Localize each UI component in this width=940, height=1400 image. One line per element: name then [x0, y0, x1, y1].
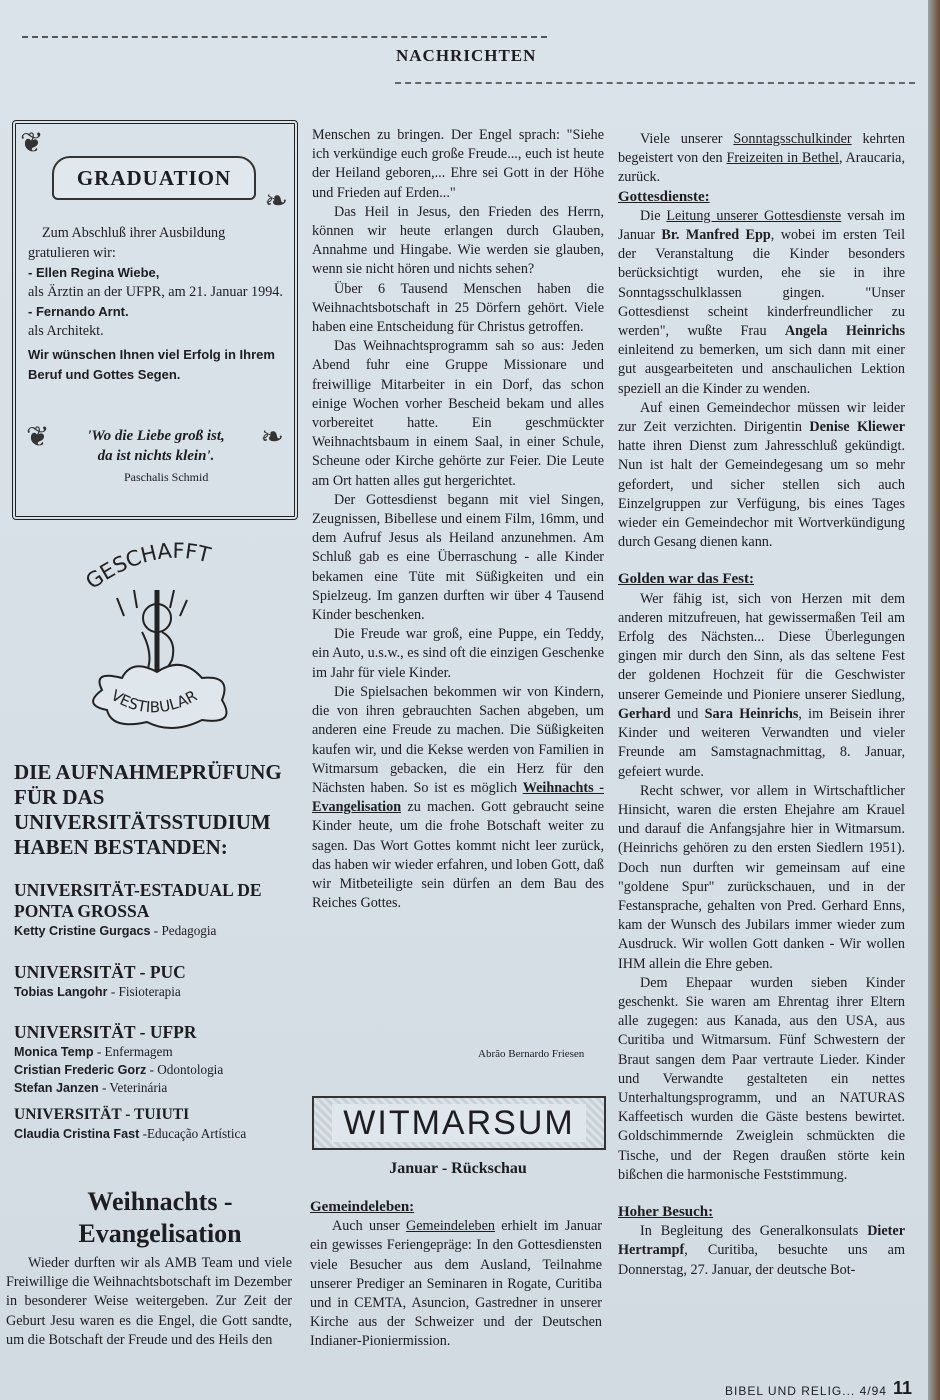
- graduation-quote: [56, 426, 256, 466]
- university-name: UNIVERSITÄT - PUC: [14, 962, 186, 982]
- student-field: - Pedagogia: [150, 923, 217, 938]
- student-field: - Fisioterapia: [107, 984, 181, 999]
- svg-text:GESCHAFFT: [81, 540, 213, 594]
- student-name: Claudia Cristina Fast: [14, 1127, 140, 1141]
- student-entry: [14, 1043, 304, 1061]
- paragraph: [310, 1217, 602, 1351]
- text-span: versah im Januar: [618, 207, 905, 244]
- text-span: , Curitiba, besuchte uns am Donnerstag, 27. Januar, der deutsche Bot-: [618, 1242, 905, 1278]
- university-block: [14, 1104, 304, 1143]
- university-name: UNIVERSITÄT - TUIUTI: [14, 1106, 190, 1123]
- graduation-text: [28, 224, 286, 384]
- university-block: [14, 962, 304, 1001]
- paragraph: [618, 207, 905, 399]
- text-span: erhielt im Januar ein gewisses Feriengepräge: In den Gottesdiensten viele Besucher aus dem Ausland, Teilnahme unserer Prediger an Seminaren in Rogate, Curitiba und in CEMTA, Asuncion, Gastredner in unserer Kirche aus der Schweizer und der Deutschen Indianer-Pioniermission.: [310, 1218, 602, 1350]
- article-signature: Abrão Bernardo Friesen: [478, 1048, 585, 1060]
- page-number: 11: [893, 1378, 913, 1398]
- person-name: Gerhard: [618, 705, 671, 722]
- paragraph: Die Freude war groß, eine Puppe, ein Teddy, ein Auto, u.s.w., es sind oft die einzigen Geschenke im Jahr für viele Kinder.: [312, 626, 604, 681]
- page-edge: [928, 0, 940, 1400]
- student-entry: [14, 1061, 304, 1079]
- text-span: , Araucaria, zurück.: [618, 150, 906, 186]
- paragraph: Recht schwer, vor allem in Wirtschaftlicher Hinsicht, waren die ersten Ehejahre am Krauel und darauf die Anfangsjahre hier in Witmarsum. (Heinrichs gehören zu den ersten Siedlern 1951). Doch nun durften wir gemeinsam auf eine "goldene Spur" zurückschauen, und in der Festansprache, gehalten von Pred. Gerhard Enns, kam der Wunsch des Jubilars immer wieder zum Ausdruck. Wir wollen Gott danken - Wir wollen IHM allein die Ehre geben.: [618, 782, 905, 972]
- person-name: Sara Heinrichs: [704, 705, 799, 722]
- student-name: Stefan Janzen: [14, 1081, 99, 1095]
- paragraph: [618, 590, 905, 782]
- person-name: Br. Manfred Epp: [661, 227, 771, 244]
- text-span: , im Beisein ihrer Kinder und weiteren Verwandten und vieler Freunde am Samstagnachmittag, 8. Januar, gefeiert wurde.: [618, 705, 905, 780]
- section-heading: Golden war das Fest:: [618, 571, 754, 588]
- paragraph: [618, 1222, 905, 1280]
- paragraph: Menschen zu bringen. Der Engel sprach: "Siehe ich verkündige euch große Freude..., euch ist heute der Heiland geboren,... Ehre sei Gott in der Höhe und Frieden auf Erden...": [312, 127, 604, 201]
- title-line: Weihnachts -: [87, 1187, 233, 1216]
- student-entry: [14, 922, 304, 940]
- text-span: kehrten begeistert von den: [618, 131, 906, 167]
- university-name: UNIVERSITÄT - UFPR: [14, 1022, 197, 1042]
- graduate-detail: als Ärztin an der UFPR, am 21. Januar 1994.: [28, 283, 283, 300]
- paragraph: Über 6 Tausend Menschen haben die Weihnachtsbotschaft in 25 Dörfern gehört. Viele haben eine Entscheidung für Christus getroffen.: [312, 280, 604, 336]
- climber-drawing-icon: [62, 540, 312, 740]
- student-name: Monica Temp: [14, 1045, 94, 1059]
- student-field: - Odontologia: [146, 1062, 224, 1077]
- graduate-name: - Ellen Regina Wiebe,: [28, 265, 160, 280]
- student-entry: [14, 983, 304, 1001]
- text-span: , wobei im ersten Teil der Veranstaltung die Kinder besonders berücksichtigt wurden, ehe sie in ihre Sonntagsschulklassen gingen. "Unser Gottesdienst scheint kinderfreundlicher zu werden", wußte Frau: [618, 227, 906, 340]
- section-heading: Hoher Besuch:: [618, 1203, 714, 1220]
- text-span: Wer fähig ist, sich von Herzen mit dem anderen mitzufreuen, hat gewissermaßen Teil am Erfolg des Nächsten... Diese Überlegungen gingen mir durch den Sinn, als das seltene Fest der goldenen Hochzeit für die Geschwister unserer Gemeinde und Pioniere unserer Siedlung,: [618, 590, 905, 703]
- text-span: einleitend zu bemerken, um sich dann mit einer gut ausgearbeiteten und anschaulichen Lektion speziell an die Kinder zu wenden.: [618, 342, 905, 397]
- underlined-term: Freizeiten in Bethel: [726, 150, 839, 167]
- paragraph: [312, 683, 604, 913]
- witmarsum-banner: [312, 1096, 606, 1150]
- article-column: [618, 130, 905, 1280]
- paragraph: Dem Ehepaar wurden sieben Kinder geschenkt. Sie waren am Ehrentag ihrer Eltern alle zugegen: aus Kanada, aus den USA, aus Curitiba und Witmarsum. Fünf Schwestern der Braut sangen dem Paar vertraute Lieder. Kinder und Verwandte gestalteten ein nettes Unterhaltungsprogramm, und an NATURAS Kaffeetisch wurden die Gäste bestens bewirtet. Goldschimmernde Zweiglein schmückten die Tische, und der Regen draußen störte kein bißchen die harmonische Feststimmung.: [618, 974, 905, 1183]
- text-span: zu machen. Gott gebraucht seine Kinder heute, um die frohe Botschaft weiter zu sagen. Das Wort Gottes kommt nicht leer zurück, das haben wir wieder erfahren, und loben Gott, daß wir Mitbeteiligte sein dürfen an dem Bau des Reiches Gottes.: [312, 799, 604, 912]
- person-name: Angela Heinrichs: [784, 323, 905, 340]
- geschafft-text: GESCHAFFT: [81, 540, 214, 594]
- university-block: [14, 1022, 304, 1097]
- article-column: [310, 1198, 602, 1352]
- vestibular-text: VESTIBULAR: [107, 686, 201, 717]
- paragraph: Wieder durften wir als AMB Team und viele Freiwillige die Weihnachtsbotschaft im Dezember in besonderer Weise weitergeben. Zur Zeit der Geburt Jesu waren es die Engel, die Gott sandte, um die Botschaft der Freude und des Heils den: [6, 1255, 292, 1348]
- quote-line: 'Wo die Liebe groß ist,: [87, 428, 225, 444]
- graduate-name: - Fernando Arnt.: [28, 304, 129, 319]
- ornament-curl-icon: ❧: [260, 422, 284, 453]
- text-span: Auf einen Gemeindechor müssen wir leider zur Zeit verzichten. Dirigentin: [618, 399, 905, 436]
- text-span: und: [670, 705, 705, 722]
- ornament-curl-icon: ❦: [26, 422, 50, 453]
- student-field: -Educação Artística: [139, 1126, 247, 1141]
- student-entry: [14, 1125, 304, 1143]
- student-name: Tobias Langohr: [14, 985, 108, 999]
- header-rule-bottom: [395, 82, 915, 84]
- text-span: Die Spielsachen bekommen wir von Kindern, die von ihren gebrauchten Sachen abgeben, um anderen eine Freude zu machen. Die Süßigkeiten kaufen wir, und die Kekse werden von Familien in Witmarsum gebacken, die ein Herz für den Nächsten haben. So ist es möglich: [312, 683, 604, 796]
- text-span: Die: [640, 207, 667, 224]
- graduation-box: [12, 120, 298, 520]
- witmarsum-subtitle: Januar - Rückschau: [389, 1160, 527, 1177]
- text-span: In Begleitung des Generalkonsulats: [640, 1223, 868, 1240]
- text-span: Viele unserer: [640, 131, 734, 147]
- student-field: - Veterinária: [98, 1080, 168, 1095]
- witmarsum-title: WITMARSUM: [332, 1104, 586, 1142]
- university-name: UNIVERSITÄT-ESTADUAL DE PONTA GROSSA: [14, 880, 262, 921]
- article-column: [312, 126, 604, 913]
- university-block: [14, 880, 304, 940]
- header-rule-top: [22, 36, 547, 38]
- student-entry: [14, 1079, 304, 1097]
- student-name: Ketty Cristine Gurgacs: [14, 924, 151, 938]
- person-name: Dieter Hertrampf: [618, 1223, 905, 1259]
- underlined-term: Weihnachts - Evangelisation: [312, 779, 604, 816]
- paragraph: Das Weihnachtsprogramm sah so aus: Jeden Abend fuhr eine Gruppe Missionare und freiwillige Mitarbeiter in ein Dorf, das schon einige Wochen vorher Bescheid bekam und alles vorbereitet hatte. Ein geschmückter Weihnachtsbaum in einem Saal, in einer Schule, Scheune oder Kirche gehörte zur Feier. Die Leute am Ort hatten alles gut hergerichtet.: [312, 338, 604, 489]
- graduation-wish: Wir wünschen Ihnen viel Erfolg in Ihrem Beruf und Gottes Segen.: [28, 347, 275, 382]
- graduate-detail: als Architekt.: [28, 322, 104, 339]
- underlined-term: Leitung unserer Gottesdienste: [666, 207, 842, 224]
- admission-heading: DIE AUFNAHMEPRÜFUNG FÜR DAS UNIVERSITÄTSSTUDIUM HABEN BESTANDEN:: [14, 760, 282, 859]
- underlined-term: Gemeindeleben: [405, 1218, 495, 1235]
- student-name: Cristian Frederic Gorz: [14, 1063, 147, 1077]
- section-heading: Gemeindeleben:: [310, 1199, 415, 1215]
- graduation-intro: Zum Abschluß ihrer Ausbildung gratulieren wir:: [28, 225, 226, 261]
- paragraph: Der Gottesdienst begann mit viel Singen, Zeugnissen, Bibellese und einem Film, 16mm, und dem Aufruf Jesus als Heiland anzunehmen. Am Schluß gab es eine Überraschung - alle Kinder bekamen eine Tüte mit Süßigkeiten und ein Spielzeug. Im ganzen durften wir über 4 Tausend Kinder beschenken.: [312, 491, 604, 624]
- paragraph: [618, 130, 905, 188]
- student-field: - Enfermagem: [93, 1044, 173, 1059]
- footer-magazine: BIBEL UND RELIG... 4/94: [725, 1384, 887, 1398]
- geschafft-illustration: [62, 540, 312, 740]
- paragraph: [618, 399, 905, 553]
- paragraph: Das Heil in Jesus, den Frieden des Herrn, können wir heute erlangen durch Glauben, Annahme und Hingabe. Wie werden sie glauben, wenn sie nicht hören und nichts sehen?: [312, 203, 604, 278]
- quote-line: da ist nichts klein'.: [97, 448, 215, 464]
- section-header: NACHRICHTEN: [396, 46, 537, 65]
- section-heading: Gottesdienste:: [618, 188, 710, 205]
- underlined-term: Sonntagsschulkinder: [733, 131, 852, 147]
- text-span: Auch unser: [332, 1218, 406, 1235]
- ornament-curl-icon: ❦: [20, 128, 44, 159]
- graduation-banner: GRADUATION: [52, 156, 256, 200]
- article-column: [6, 1254, 292, 1350]
- ornament-curl-icon: ❧: [264, 186, 288, 217]
- article-title: [40, 1186, 280, 1250]
- title-line: Evangelisation: [78, 1219, 242, 1248]
- quote-author: Paschalis Schmid: [124, 470, 209, 484]
- person-name: Denise Kliewer: [809, 419, 906, 436]
- text-span: hatte ihren Dienst zum Jahresschluß gekündigt. Nun ist halt der Gemeindegesang um so mehr gefordert, und sicher stellen sich auch Einzelgruppen zur Verfügung, bis eines Tages wieder ein Gemeindechor mit Wortverkündigung durch Gesang dienen kann.: [618, 438, 905, 551]
